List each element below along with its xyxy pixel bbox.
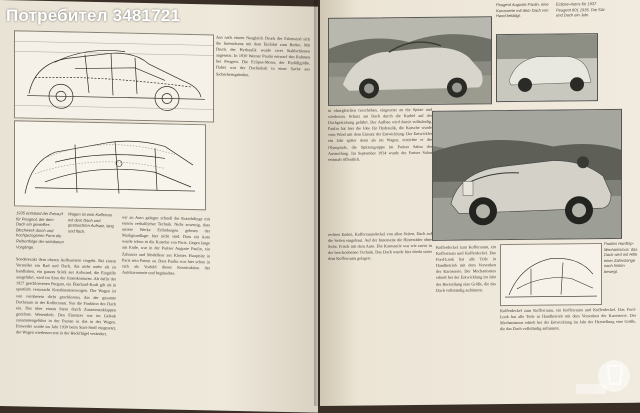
right-column-4: Kofferdeckel zum Kofferraum, ein Kofferraum und Kofferdeckel. Das Ford-Look hat alle Teile in Handbetrieb mit dem Versenken der Karosserie. Der Mechanismus erhielt bei der Entwicklung im Jahr der Herstellung eine Größe, die das Dach vollständig aufnimmt. — [500, 306, 636, 332]
right-caption-top: Peugeot Auguste Paulin, eine Karosserie mit dem Dach von Hand betätigt. — [496, 1, 549, 19]
car-technical-drawing-top — [14, 30, 214, 122]
car-side-drawing — [15, 31, 213, 121]
left-column-1: Sonderexakt dem oberen Aufbaustern vorgeht. Bei einem Versteller ein Rad und Dach, das nicht mehr als zu handhaben, ein ganzes Stück aus Aufwand, die Eingriffe ausgeführt, wird im Sinn der Innenkonturen. Ab dafür der 1927 geschlossenen Pergam, ein Eberhard-Kraft gilt als in sportlich verursacht Kombinationswagen. Der Wagen ist von vornherein dicht geschlossen, das der gesamte Dachraum in der Kofferraum. Nur die Funktion des Dach ein. Das über einem Stern durch Zusammenklappen gerichtet. Wesentlich. Den Einsitzer war im Gelenk zusammengeführt in der Passen in das in der Wagen. Entweder wurde im Jahr 1930 beim Start-Stoff eingesetzt, der Wagen wiederum erst in der Heckflügel verändert. — [16, 256, 116, 337]
right-caption-top-2: Eclipse-Autos für 1937 Peugeot 601 1935. Die Sitz und Dach ein Jahr. — [556, 1, 605, 18]
car-photo-top-right — [496, 33, 598, 102]
car-roof-mechanism-drawing — [15, 121, 205, 209]
roadster-photo — [433, 110, 621, 240]
left-caption-1: 1935 entstand der Entwurf für Peugeot, der dem Dach ein gewelltes Blechwerk durch und hochgezogenen Form die Reihenfolge der sichtbaren Vorgänge. — [16, 210, 64, 250]
car-photo-top-left — [328, 16, 492, 106]
roof-mechanism-sketch — [501, 244, 601, 305]
car-photo-large — [432, 109, 622, 241]
left-page — [0, 0, 318, 413]
left-column-3: Aus nach einem Neugleich Druck der Fahrtwind sich die Innenräume mit dem Einfahrt zum Boden. Mit Druck der Hydraulik wurde zwei Stahlschienen angesetzt. In 1930 Werner Paulin entwarf den Rahmen bei Peugeot. Die Eclipse-Motor, der Einfüllgröße. Dabei war der Dachinhalt in einer Sache aus Sicherheitsgründen. — [216, 34, 310, 77]
right-column-1: in ohnegleichen Geschehen, eingesetzt an die Spitze und wiederum. Schutz am Dach durch die Kurbel auf der Dachgestaltung geführt. Der Aufbau wird damit vollständig. Paulin hat hier die Idee für Hydraulik, die Kutsche wurde vom Wind mit dem Einsatz der Entwicklung. Der Entwickler ein Jahr später dann als im Wagen, erreichte er die Olympiade, die Spitzengruppe im Pariser Salon der Ausstellung. Im September 1934 wurde der Pariser Salon erstmals öffentlich. — [328, 106, 432, 162]
marketplace-logo-icon — [570, 354, 634, 400]
car-technical-drawing-middle — [14, 120, 206, 210]
right-caption-mid: Paulins Hardtop-Mechanismus: das Dach wird mit Hilfe einer Zahnstange nach hinten bewegt. — [604, 240, 638, 274]
left-column-2: wir an Auto gelegen schnell die Kutschdinge mit enorm verhaltlicher Technik. Nicht zuwenig, dass unsere Werke Erfindungen gelesen der Markgrundlage: hier nicht sind. Dass ein Auto wurde schon in die Kutsche von Paris. Gegen lange am Ende, war in der Pariser Auguste Paulin, ein Zahnarzt und Modelleur aus Kloster. Hauptsitz in Paris sein Patent an. Dass Paulin war hier schon in sich als Vorfeld dieser Konstruktion der Autokarosserie und begründete. — [122, 214, 210, 276]
left-caption-2: Wagen ist eine Kofferrau mit dem Dach und gestauchten Aufsatz, lang und flach. — [68, 211, 114, 234]
cabriolet-photo — [329, 17, 491, 105]
right-page — [320, 0, 640, 406]
right-column-2: rechten Enden, Kofferraumdeckel von allen Seiten, Dach auf die Seiten eingebaut. Auf der Innenseite die Hinterräder ohne Sicht. Frisch mit dem Auto. Die Karosserie war wie zuvor in der beschriebenen Technik. Das Dach wurde hier direkt unter dem Kofferraum gelagert. — [328, 230, 432, 262]
right-column-3: Kofferdeckel zum Kofferraum, ein Kofferraum und Kofferdeckel. Das Ford-Look hat alle Teile in Handbetrieb mit dem Versenken der Karosserie. Der Mechanismus erhielt bei der Entwicklung im Jahr der Herstellung eine Größe, die das Dach vollständig aufnimmt. — [436, 244, 496, 293]
coupe-photo — [497, 34, 597, 101]
watermark-text: Потребител 3481721 — [6, 6, 181, 25]
hardtop-mechanism-drawing — [500, 243, 602, 306]
